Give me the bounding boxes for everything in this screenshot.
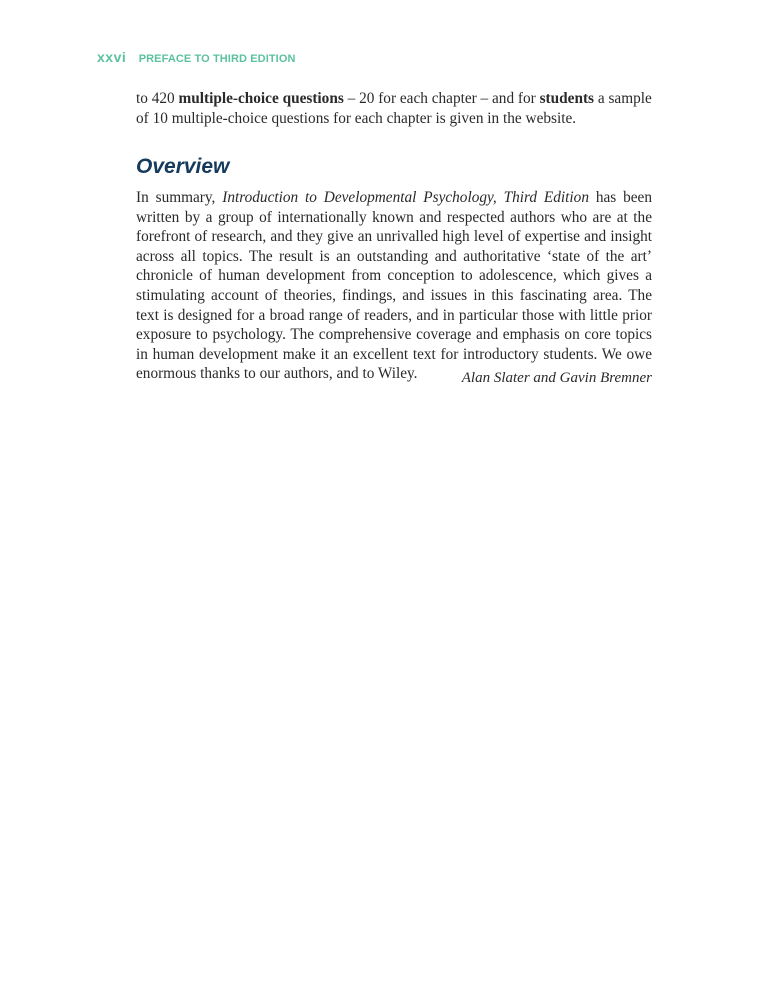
overview-body: has been written by a group of internationally known and respected authors who are at the forefront of research, and they give an unrivalled high level of expertise and insight across all topics. The result is an outstanding and authoritative ‘state of the art’ chronicle of human development from conception to adolescence, which gives a stimulating account of theories, findings, and issues in this fascinating area. The text is designed for a broad range of readers, and in particular those with little prior exposure to psychology. The comprehensive coverage and emphasis on core topics in human development make it an excellent text for introductory students. We owe enormous thanks to our authors, and to Wiley. <box>136 189 652 383</box>
page-number: xxvi <box>97 49 127 65</box>
overview-lead: In summary, <box>136 189 223 206</box>
intro-text-3: a sample of 10 multiple-choice questions for each chapter is given in the website. <box>136 90 652 127</box>
intro-bold-1: multiple-choice questions <box>178 90 344 107</box>
intro-text-1: to 420 <box>136 90 179 107</box>
intro-bold-2: students <box>539 90 595 107</box>
author-signature: Alan Slater and Gavin Bremner <box>461 370 652 386</box>
book-title: Introduction to Developmental Psychology, Third Edition <box>222 189 589 206</box>
intro-paragraph <box>136 89 652 128</box>
running-head <box>97 49 296 67</box>
overview-paragraph <box>136 188 652 384</box>
running-head-title: PREFACE TO THIRD EDITION <box>138 53 296 65</box>
section-heading-overview: Overview <box>136 155 230 178</box>
intro-text-2: – 20 for each chapter – and for <box>343 90 540 107</box>
